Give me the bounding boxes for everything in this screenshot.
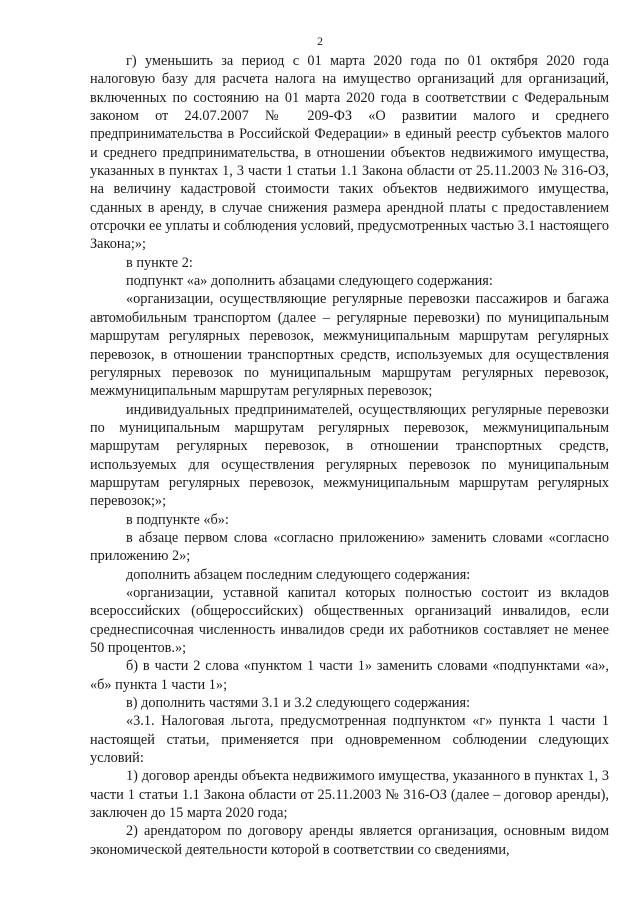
paragraph: «3.1. Налоговая льгота, предусмотренная подпунктом «г» пункта 1 части 1 настоящей статьи, применяется при одновременном соблюдении следующих условий: — [90, 713, 609, 767]
paragraph: в подпункте «б»: — [126, 511, 229, 528]
paragraph: г) уменьшить за период с 01 марта 2020 года по 01 октября 2020 года налоговую базу для расчета налога на имущество организаций для организаций, включенных по состоянию на 01 марта 2020 года в соответствии с Федеральным законом от 24.07.2007 № 209-ФЗ «О развитии малого и среднего предпринимательства в Российской Федерации» в единый реестр субъектов малого и среднего предпринимательства, в отношении объектов недвижимого имущества, указанных в пунктах 1, 3 части 1 статьи 1.1 Закона области от 25.11.2003 № 316-ОЗ, на величину кадастровой стоимости таких объектов недвижимого имущества, сданных в аренду, в случае снижения размера арендной платы с предоставлением отсрочки ее уплаты и соблюдения условий, предусмотренных частью 3.1 настоящего Закона;»; — [90, 53, 609, 253]
document-body — [90, 52, 609, 859]
page-number: 2 — [317, 34, 323, 48]
paragraph: «организации, осуществляющие регулярные перевозки пассажиров и багажа автомобильным транспортом (далее – регулярные перевозки) по муниципальным маршрутам регулярных перевозок, межмуниципальным маршрутам регулярных перевозок, в отношении транспортных средств, используемых для осуществления регулярных перевозок по муниципальным маршрутам регулярных перевозок, межмуниципальным маршрутам регулярных перевозок; — [90, 291, 609, 400]
paragraph: дополнить абзацем последним следующего содержания: — [126, 566, 471, 583]
paragraph: в пункте 2: — [126, 254, 193, 271]
paragraph: в абзаце первом слова «согласно приложению» заменить словами «согласно приложению 2»; — [90, 529, 609, 565]
paragraph: индивидуальных предпринимателей, осуществляющих регулярные перевозки по муниципальным маршрутам регулярных перевозок, межмуниципальным маршрутам регулярных перевозок, в отношении транспортных средств, используемых для осуществления регулярных перевозок по муниципальным маршрутам регулярных перевозок, межмуниципальным маршрутам регулярных перевозок;»; — [90, 401, 609, 510]
paragraph: 2) арендатором по договору аренды является организация, основным видом экономической деятельности которой в соответствии со сведениями, — [90, 823, 609, 858]
paragraph: б) в части 2 слова «пунктом 1 части 1» заменить словами «подпунктами «а», «б» пункта 1 части 1»; — [90, 658, 609, 693]
paragraph: 1) договор аренды объекта недвижимого имущества, указанного в пунктах 1, 3 части 1 статьи 1.1 Закона области от 25.11.2003 № 316-ОЗ (далее – договор аренды), заключен до 15 марта 2020 года; — [90, 768, 609, 822]
paragraph: в) дополнить частями 3.1 и 3.2 следующего содержания: — [126, 695, 471, 712]
paragraph: «организации, уставной капитал которых полностью состоит из вкладов всероссийских (общероссийских) общественных организаций инвалидов, если среднесписочная численность инвалидов среди их работников составляет не менее 50 процентов.»; — [90, 584, 609, 656]
paragraph: подпункт «а» дополнить абзацами следующего содержания: — [126, 273, 493, 290]
